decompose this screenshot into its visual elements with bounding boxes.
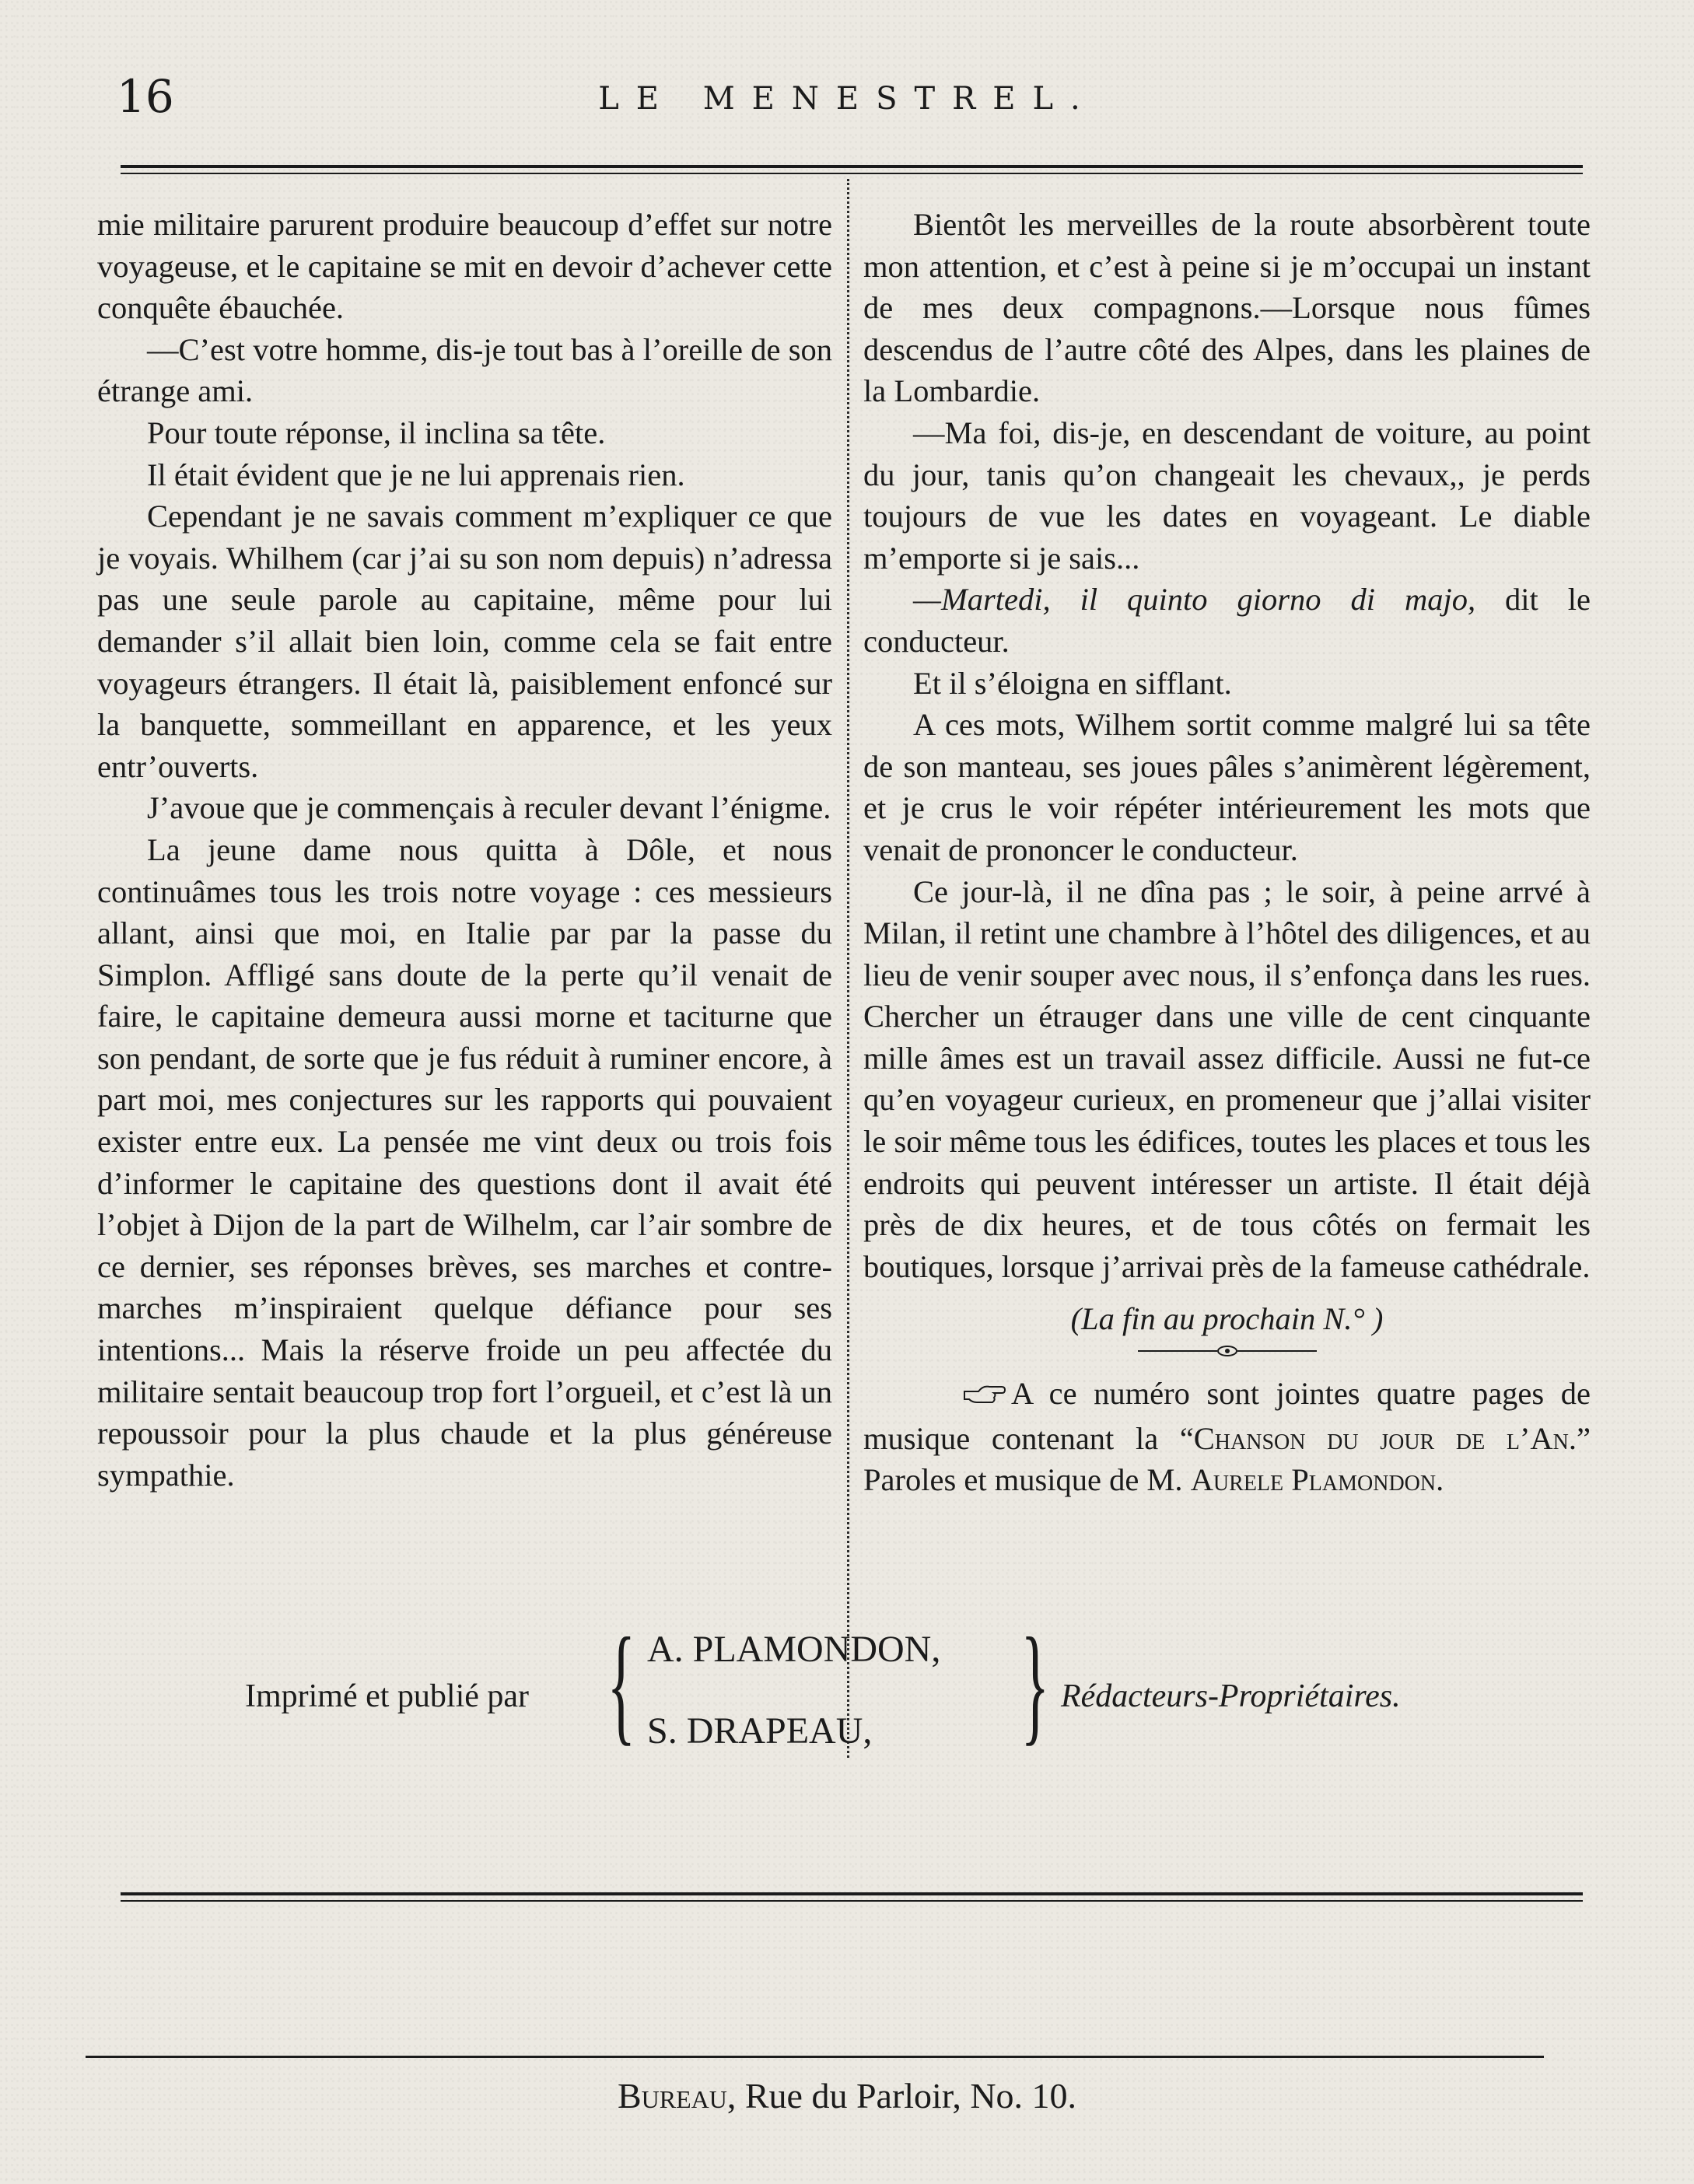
page-header bbox=[117, 62, 1579, 124]
composer-name: Aurele Plamondon bbox=[1190, 1462, 1437, 1498]
paragraph: A ces mots, Wilhem sortit comme malgré lui sa tête de son manteau, ses joues pâles s’animèrent légèrement, et je crus le voir répéter intérieurement les mots que venait de prononcer le conducteur. bbox=[863, 707, 1591, 867]
notice-text: . bbox=[1436, 1462, 1444, 1498]
office-address bbox=[0, 2075, 1694, 2116]
paragraph bbox=[863, 579, 1591, 662]
footer-rule bbox=[121, 1892, 1583, 1902]
quote-attribution: dit le conducteur. bbox=[863, 582, 1591, 659]
to-be-continued: (La fin au prochain N.° ) bbox=[1070, 1301, 1384, 1337]
bureau-label: Bureau, bbox=[617, 2076, 737, 2116]
column-divider bbox=[847, 179, 849, 1758]
song-title: Chanson du jour de l’An bbox=[1193, 1420, 1569, 1456]
paragraph: J’avoue que je commençais à reculer devant l’énigme. bbox=[147, 790, 831, 826]
publisher-name: A. PLAMONDON, bbox=[647, 1629, 941, 1670]
italian-quote: —Martedi, il quinto giorno di majo, bbox=[913, 582, 1476, 618]
paragraph: Pour toute réponse, il inclina sa tête. bbox=[147, 415, 606, 450]
paragraph: mie militaire parurent produire beaucoup d’effet sur notre voyageuse, et le capitaine se mit en devoir d’achever cette conquête ébauchée. bbox=[97, 207, 832, 326]
scroll-ornament bbox=[1130, 1343, 1325, 1359]
header-rule bbox=[121, 165, 1583, 174]
notice-text: A ce numéro sont jointes quatre pages de musique contenant la “ bbox=[863, 1376, 1591, 1456]
paragraph: Bientôt les merveilles de la route absorbèrent toute mon attention, et c’est à peine si je m’occupai un instant de mes deux compagnons.—Lorsque nous fûmes descendus de l’autre côté des Alpes, dans les plaines de la Lombardie. bbox=[863, 207, 1591, 409]
paragraph: Il était évident que je ne lui apprenais rien. bbox=[147, 457, 685, 492]
right-brace: } bbox=[1020, 1611, 1050, 1757]
paragraph: Cependant je ne savais comment m’expliquer ce que je voyais. Whilhem (car j’ai su son nom depuis) n’adressa pas une seule parole au capitaine, même pour lui demander s’il allait bien loin, comme cela se fait entre voyageurs étrangers. Il était là, paisiblement enfoncé sur la banquette, sommeillant en apparence, et les yeux entr’ouverts. bbox=[97, 499, 832, 784]
imprint-label: Imprimé et publié par bbox=[245, 1678, 530, 1714]
address-rule bbox=[86, 2056, 1544, 2058]
publisher-role: Rédacteurs-Propriétaires. bbox=[1061, 1678, 1401, 1714]
address-text: Rue du Parloir, No. 10. bbox=[736, 2076, 1077, 2116]
right-column bbox=[863, 204, 1591, 1501]
music-notice bbox=[863, 1373, 1591, 1501]
paragraph: Et il s’éloigna en sifflant. bbox=[913, 665, 1232, 701]
publisher-name: S. DRAPEAU, bbox=[647, 1710, 873, 1752]
left-brace: { bbox=[607, 1611, 636, 1757]
notice-text: .” Paroles et musique de M. bbox=[863, 1420, 1591, 1498]
page-number: 16 bbox=[117, 70, 174, 123]
paragraph: —C’est votre homme, dis-je tout bas à l’oreille de son étrange ami. bbox=[97, 331, 832, 409]
left-column bbox=[97, 204, 832, 1496]
paragraph: —Ma foi, dis-je, en descendant de voiture, au point du jour, tanis qu’on changeait les chevaux,, je perds toujours de vue les dates en voyageant. Le diable m’emporte si je sais... bbox=[863, 415, 1591, 576]
pointing-hand-icon bbox=[913, 1376, 1006, 1418]
journal-title: LE MENESTREL. bbox=[598, 81, 1097, 117]
paragraph: Ce jour-là, il ne dîna pas ; le soir, à peine arrvé à Milan, il retint une chambre à l’hôtel des diligences, et au lieu de venir souper avec nous, il s’enfonça dans les rues. Chercher un étrauger dans une ville de cent cinquante mille âmes est un travail assez difficile. Aussi ne fut-ce qu’en voyageur curieux, en promeneur que j’allai visiter le soir même tous les édifices, toutes les places et tous les endroits qui peuvent intéresser un artiste. Il était déjà près de dix heures, et de tous côtés on fermait les boutiques, lorsque j’arrivai près de la fameuse cathédrale. bbox=[863, 873, 1591, 1284]
paragraph: La jeune dame nous quitta à Dôle, et nous continuâmes tous les trois notre voyage : ces messieurs allant, ainsi que moi, en Italie par par la passe du Simplon. Affligé sans doute de la perte qu’il venait de faire, le capitaine demeura aussi morne et taciturne que son pendant, de sorte que je fus réduit à ruminer encore, à part moi, mes conjectures sur les rapports qui pouvaient exister entre eux. La pensée me vint deux ou trois fois d’informer le capitaine des questions dont il avait été l’objet à Dijon de la part de Wilhelm, car l’air sombre de ce dernier, ses réponses brèves, ses marches et contre-marches m’inspiraient quelque défiance pour ses intentions... Mais la réserve froide un peu affectée du militaire sentait beaucoup trop fort l’orgueil, et c’est là un repoussoir pour la plus chaude et la plus généreuse sympathie. bbox=[97, 831, 832, 1493]
